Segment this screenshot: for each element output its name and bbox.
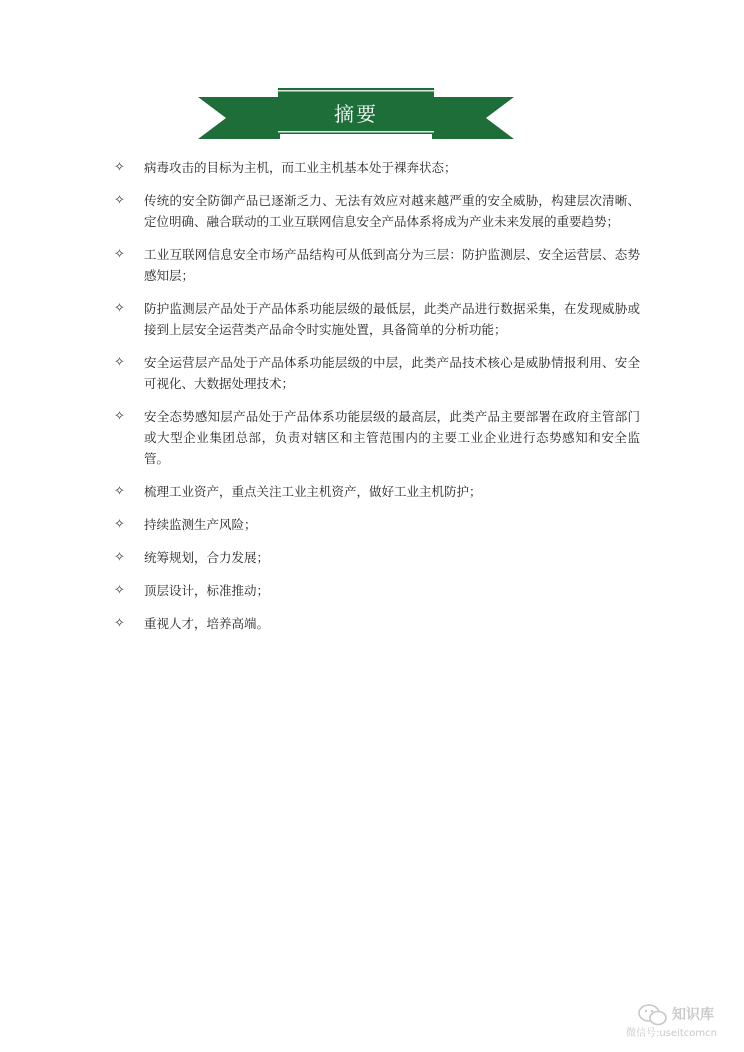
title-banner bbox=[198, 88, 514, 142]
list-item-text: 防护监测层产品处于产品体系功能层级的最低层，此类产品进行数据采集，在发现威胁或接到上层安全运营类产品命令时实施处置，具备简单的分析功能； bbox=[144, 301, 640, 337]
diamond-bullet-icon: ✧ bbox=[114, 160, 125, 175]
diamond-bullet-icon: ✧ bbox=[114, 193, 125, 208]
list-item bbox=[110, 514, 640, 535]
list-item-text: 传统的安全防御产品已逐渐乏力、无法有效应对越来越严重的安全威胁，构建层次清晰、定位明确、融合联动的工业互联网信息安全产品体系将成为产业未来发展的重要趋势； bbox=[144, 193, 640, 229]
list-item-text: 安全态势感知层产品处于产品体系功能层级的最高层，此类产品主要部署在政府主管部门或大型企业集团总部，负责对辖区和主管范围内的主要工业企业进行态势感知和安全监管。 bbox=[144, 409, 640, 466]
list-item-text: 重视人才，培养高端。 bbox=[144, 616, 270, 631]
diamond-bullet-icon: ✧ bbox=[114, 550, 125, 565]
diamond-bullet-icon: ✧ bbox=[114, 355, 125, 370]
wechat-icon bbox=[638, 1004, 668, 1026]
list-item-text: 顶层设计，标准推动； bbox=[144, 583, 270, 598]
watermark-subtitle: 微信号:useitcomcn bbox=[626, 1028, 717, 1039]
page-title: 摘要 bbox=[334, 102, 378, 126]
diamond-bullet-icon: ✧ bbox=[114, 616, 125, 631]
diamond-bullet-icon: ✧ bbox=[114, 583, 125, 598]
watermark-title: 知识库 bbox=[672, 1007, 714, 1023]
list-item bbox=[110, 244, 640, 286]
list-item-text: 病毒攻击的目标为主机，而工业主机基本处于裸奔状态； bbox=[144, 160, 457, 175]
diamond-bullet-icon: ✧ bbox=[114, 247, 125, 262]
watermark bbox=[624, 1002, 736, 1042]
list-item bbox=[110, 547, 640, 568]
list-item bbox=[110, 481, 640, 502]
summary-list bbox=[110, 157, 640, 646]
list-item-text: 工业互联网信息安全市场产品结构可从低到高分为三层：防护监测层、安全运营层、态势感知层； bbox=[144, 247, 640, 283]
list-item bbox=[110, 298, 640, 340]
list-item bbox=[110, 406, 640, 469]
list-item bbox=[110, 352, 640, 394]
diamond-bullet-icon: ✧ bbox=[114, 301, 125, 316]
list-item bbox=[110, 157, 640, 178]
diamond-bullet-icon: ✧ bbox=[114, 517, 125, 532]
list-item bbox=[110, 190, 640, 232]
list-item-text: 梳理工业资产，重点关注工业主机资产，做好工业主机防护； bbox=[144, 484, 482, 499]
diamond-bullet-icon: ✧ bbox=[114, 484, 125, 499]
list-item bbox=[110, 613, 640, 634]
list-item bbox=[110, 580, 640, 601]
list-item-text: 安全运营层产品处于产品体系功能层级的中层，此类产品技术核心是威胁情报利用、安全可视化、大数据处理技术； bbox=[144, 355, 640, 391]
list-item-text: 持续监测生产风险； bbox=[144, 517, 257, 532]
list-item-text: 统筹规划，合力发展； bbox=[144, 550, 270, 565]
diamond-bullet-icon: ✧ bbox=[114, 409, 125, 424]
